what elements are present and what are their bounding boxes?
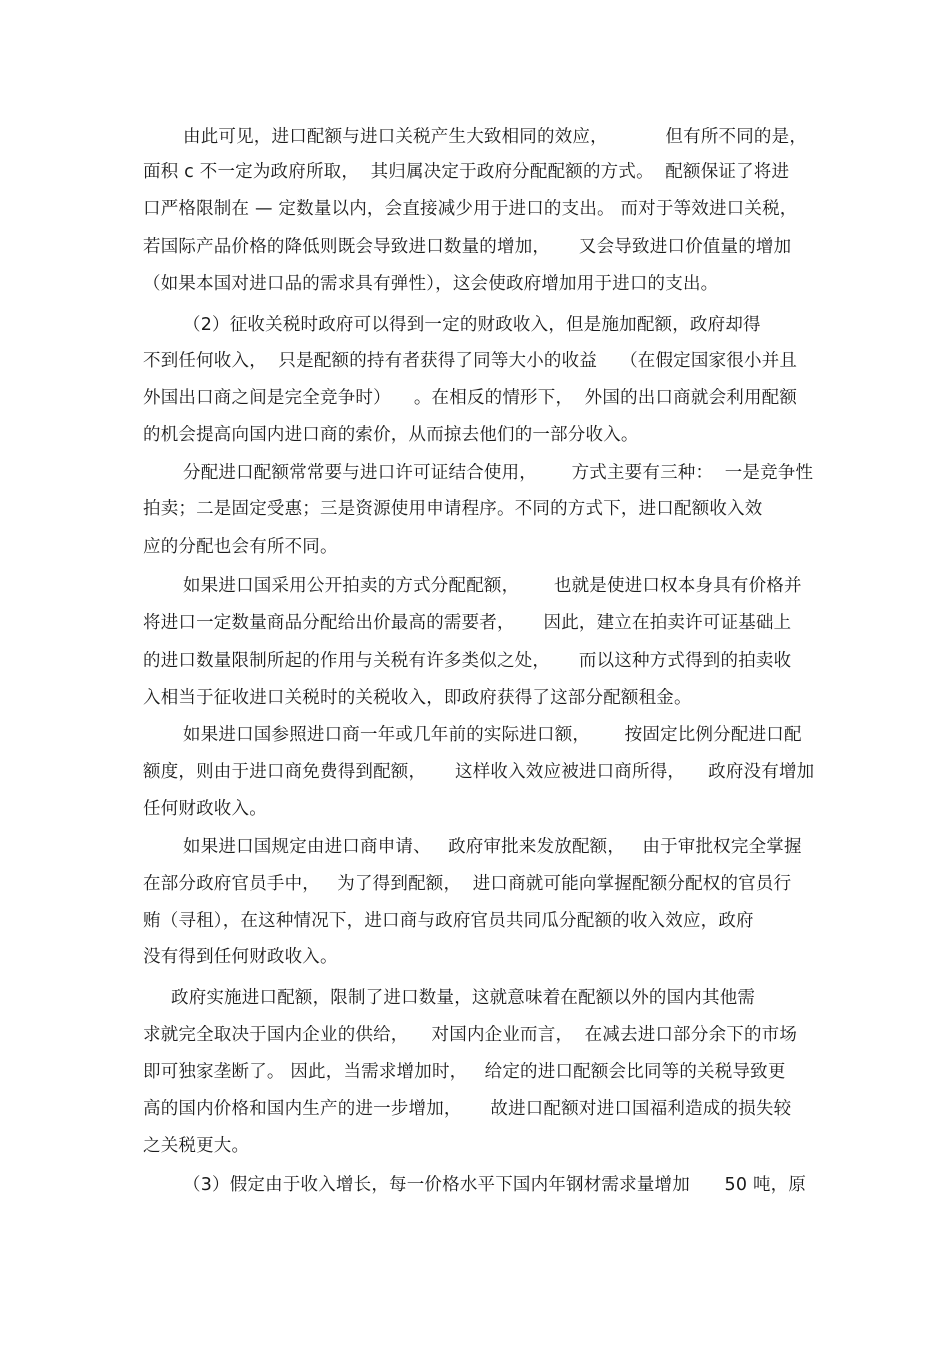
text-line: （2）征收关税时政府可以得到一定的财政收入，但是施加配额，政府却得 (183, 315, 761, 335)
text-line: 若国际产品价格的降低则既会导致进口数量的增加， 又会导致进口价值量的增加 (143, 237, 792, 257)
text-line: 之关税更大。 (143, 1136, 250, 1156)
text-line: 的机会提高向国内进口商的索价，从而掠去他们的一部分收入。 (143, 425, 639, 445)
text-line: 在部分政府官员手中， 为了得到配额， 进口商就可能向掌握配额分配权的官员行 (143, 874, 792, 894)
text-line: 将进口一定数量商品分配给出价最高的需要者， 因此，建立在拍卖许可证基础上 (143, 613, 792, 633)
text-line: 口严格限制在 — 定数量以内，会直接减少用于进口的支出。 而对于等效进口关税， (143, 199, 798, 219)
text-line: 额度，则由于进口商免费得到配额， 这样收入效应被进口商所得， 政府没有增加 (143, 762, 815, 782)
text-line: 分配进口配额常常要与进口许可证结合使用， 方式主要有三种： 一是竞争性 (183, 463, 814, 483)
text-line: 不到任何收入， 只是配额的持有者获得了同等大小的收益 （在假定国家很小并且 (143, 351, 798, 371)
text-line: 任何财政收入。 (143, 799, 267, 819)
text-line: 如果进口国参照进口商一年或几年前的实际进口额， 按固定比例分配进口配 (183, 725, 802, 745)
text-line: 应的分配也会有所不同。 (143, 537, 338, 557)
text-line: 求就完全取决于国内企业的供给， 对国内企业而言， 在减去进口部分余下的市场 (143, 1025, 798, 1045)
text-line: 入相当于征收进口关税时的关税收入，即政府获得了这部分配额租金。 (143, 688, 692, 708)
text-line: 外国出口商之间是完全竞争时） 。在相反的情形下， 外国的出口商就会利用配额 (143, 388, 798, 408)
text-line: 如果进口国规定由进口商申请、 政府审批来发放配额， 由于审批权完全掌握 (183, 837, 802, 857)
text-line: 贿（寻租），在这种情况下，进口商与政府官员共同瓜分配额的收入效应，政府 (143, 911, 754, 931)
text-line: 即可独家垄断了。 因此，当需求增加时， 给定的进口配额会比同等的关税导致更 (143, 1062, 786, 1082)
text-line: 拍卖；二是固定受惠；三是资源使用申请程序。不同的方式下，进口配额收入效 (143, 499, 763, 519)
text-line: 面积 c 不一定为政府所取， 其归属决定于政府分配配额的方式。 配额保证了将进 (143, 162, 790, 182)
text-line: 政府实施进口配额，限制了进口数量，这就意味着在配额以外的国内其他需 (171, 988, 756, 1008)
text-line: 如果进口国采用公开拍卖的方式分配配额， 也就是使进口权本身具有价格并 (183, 576, 802, 596)
text-line: （3）假定由于收入增长，每一价格水平下国内年钢材需求量增加 50 吨，原 (183, 1175, 807, 1195)
text-line: （如果本国对进口品的需求具有弹性），这会使政府增加用于进口的支出。 (143, 274, 719, 294)
text-line: 的进口数量限制所起的作用与关税有许多类似之处， 而以这种方式得到的拍卖收 (143, 651, 792, 671)
text-line: 没有得到任何财政收入。 (143, 947, 338, 967)
text-line: 高的国内价格和国内生产的进一步增加， 故进口配额对进口国福利造成的损失较 (143, 1099, 792, 1119)
text-line: 由此可见，进口配额与进口关税产生大致相同的效应， 但有所不同的是， (183, 127, 808, 147)
